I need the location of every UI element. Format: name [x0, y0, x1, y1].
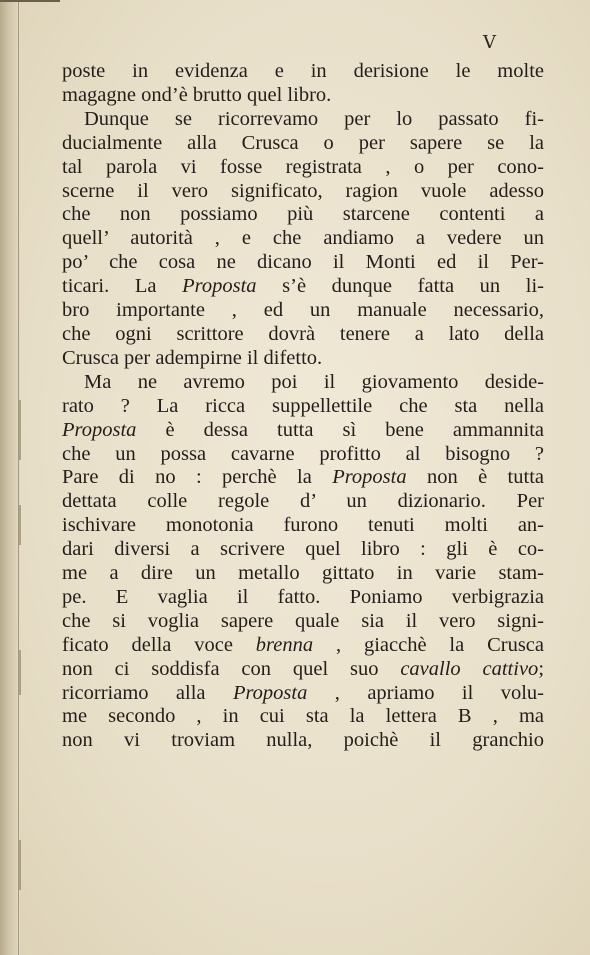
- text-line: [62, 443, 544, 467]
- text-run: rato ? La ricca suppellettile che sta nella: [62, 394, 544, 417]
- text-line: [62, 538, 544, 562]
- text-run: non è tutta: [406, 466, 544, 489]
- text-line: [62, 323, 544, 347]
- text-run: che si voglia sapere quale sia il vero signi-: [62, 609, 544, 632]
- text-line: [62, 227, 544, 251]
- text-run: dettata colle regole d’ un dizionario. Per: [62, 490, 544, 513]
- text-run: che non possiamo più starcene contenti a: [62, 203, 544, 226]
- margin-mark: [19, 840, 21, 890]
- binding-edge-line: [18, 0, 19, 955]
- text-run: , apriamo il volu-: [307, 681, 544, 704]
- text-line: [62, 682, 544, 706]
- text-line: [62, 299, 544, 323]
- text-line: [62, 729, 544, 753]
- text-line: [62, 514, 544, 538]
- text-line: [62, 610, 544, 634]
- text-run: , giacchè la Crusca: [313, 633, 545, 656]
- text-run: Crusca per adempirne il difetto.: [62, 346, 323, 369]
- text-run: magagne ond’è brutto quel libro.: [62, 83, 332, 106]
- text-line: [62, 705, 544, 729]
- text-run: ;: [538, 657, 545, 680]
- text-line: [62, 180, 544, 204]
- text-run: ficato della voce: [62, 633, 256, 656]
- body-text: [62, 60, 544, 753]
- text-run: me secondo , in cui sta la lettera B , ma: [62, 705, 544, 728]
- text-run: che un possa cavarne profitto al bisogno ?: [62, 442, 544, 465]
- page-number: V: [483, 32, 496, 53]
- text-run: quell’ autorità , e che andiamo a vedere un: [62, 227, 544, 250]
- text-run: non ci soddisfa con quel suo: [62, 657, 401, 680]
- text-line: [62, 156, 544, 180]
- text-line: [62, 203, 544, 227]
- text-line: [62, 490, 544, 514]
- text-line: [62, 658, 544, 682]
- text-line: [62, 347, 544, 371]
- text-run: me a dire un metallo gittato in varie stam-: [62, 562, 544, 585]
- text-run: non vi troviam nulla, poichè il granchio: [62, 729, 544, 752]
- margin-mark: [19, 400, 21, 460]
- text-run: bro importante , ed un manuale necessario,: [62, 299, 544, 322]
- margin-mark: [19, 505, 21, 545]
- text-line: [62, 60, 544, 84]
- italic-phrase: Proposta: [62, 418, 137, 441]
- text-line: [62, 371, 544, 395]
- text-run: ticari. La: [62, 275, 183, 298]
- text-run: pe. E vaglia il fatto. Poniamo verbigrazia: [62, 585, 544, 608]
- italic-phrase: cavallo cattivo: [400, 657, 539, 680]
- page-spine-shadow: [0, 0, 20, 955]
- text-line: [62, 466, 544, 490]
- text-run: è dessa tutta sì bene ammannita: [136, 418, 544, 441]
- top-edge-rule: [0, 0, 60, 2]
- margin-mark: [19, 650, 21, 695]
- text-line: [62, 132, 544, 156]
- text-run: dari diversi a scrivere quel libro : gli è co-: [62, 538, 544, 561]
- italic-phrase: Proposta: [182, 275, 257, 298]
- text-run: ricorriamo alla: [62, 681, 233, 704]
- text-run: po’ che cosa ne dicano il Monti ed il Per-: [62, 251, 544, 274]
- text-line: [62, 395, 544, 419]
- text-run: ischivare monotonia furono tenuti molti an-: [62, 514, 544, 537]
- text-run: s’è dunque fatta un li-: [256, 275, 545, 298]
- text-run: tal parola vi fosse registrata , o per cono-: [62, 155, 544, 178]
- text-line: [62, 586, 544, 610]
- text-line: [62, 251, 544, 275]
- italic-phrase: Proposta: [332, 466, 407, 489]
- text-line: [62, 275, 544, 299]
- text-run: poste in evidenza e in derisione le molte: [62, 60, 544, 82]
- text-run: che ogni scrittore dovrà tenere a lato della: [62, 322, 544, 345]
- italic-phrase: brenna: [255, 633, 314, 656]
- text-run: Ma ne avremo poi il giovamento deside-: [84, 370, 544, 393]
- text-run: scerne il vero significato, ragion vuole adesso: [62, 179, 544, 202]
- text-line: [62, 562, 544, 586]
- text-line: [62, 634, 544, 658]
- italic-phrase: Proposta: [232, 681, 308, 704]
- text-line: [62, 84, 544, 108]
- text-line: [62, 108, 544, 132]
- text-run: ducialmente alla Crusca o per sapere se la: [62, 131, 544, 154]
- text-run: Pare di no : perchè la: [62, 466, 333, 489]
- text-line: [62, 419, 544, 443]
- text-run: Dunque se ricorrevamo per lo passato fi-: [84, 107, 544, 130]
